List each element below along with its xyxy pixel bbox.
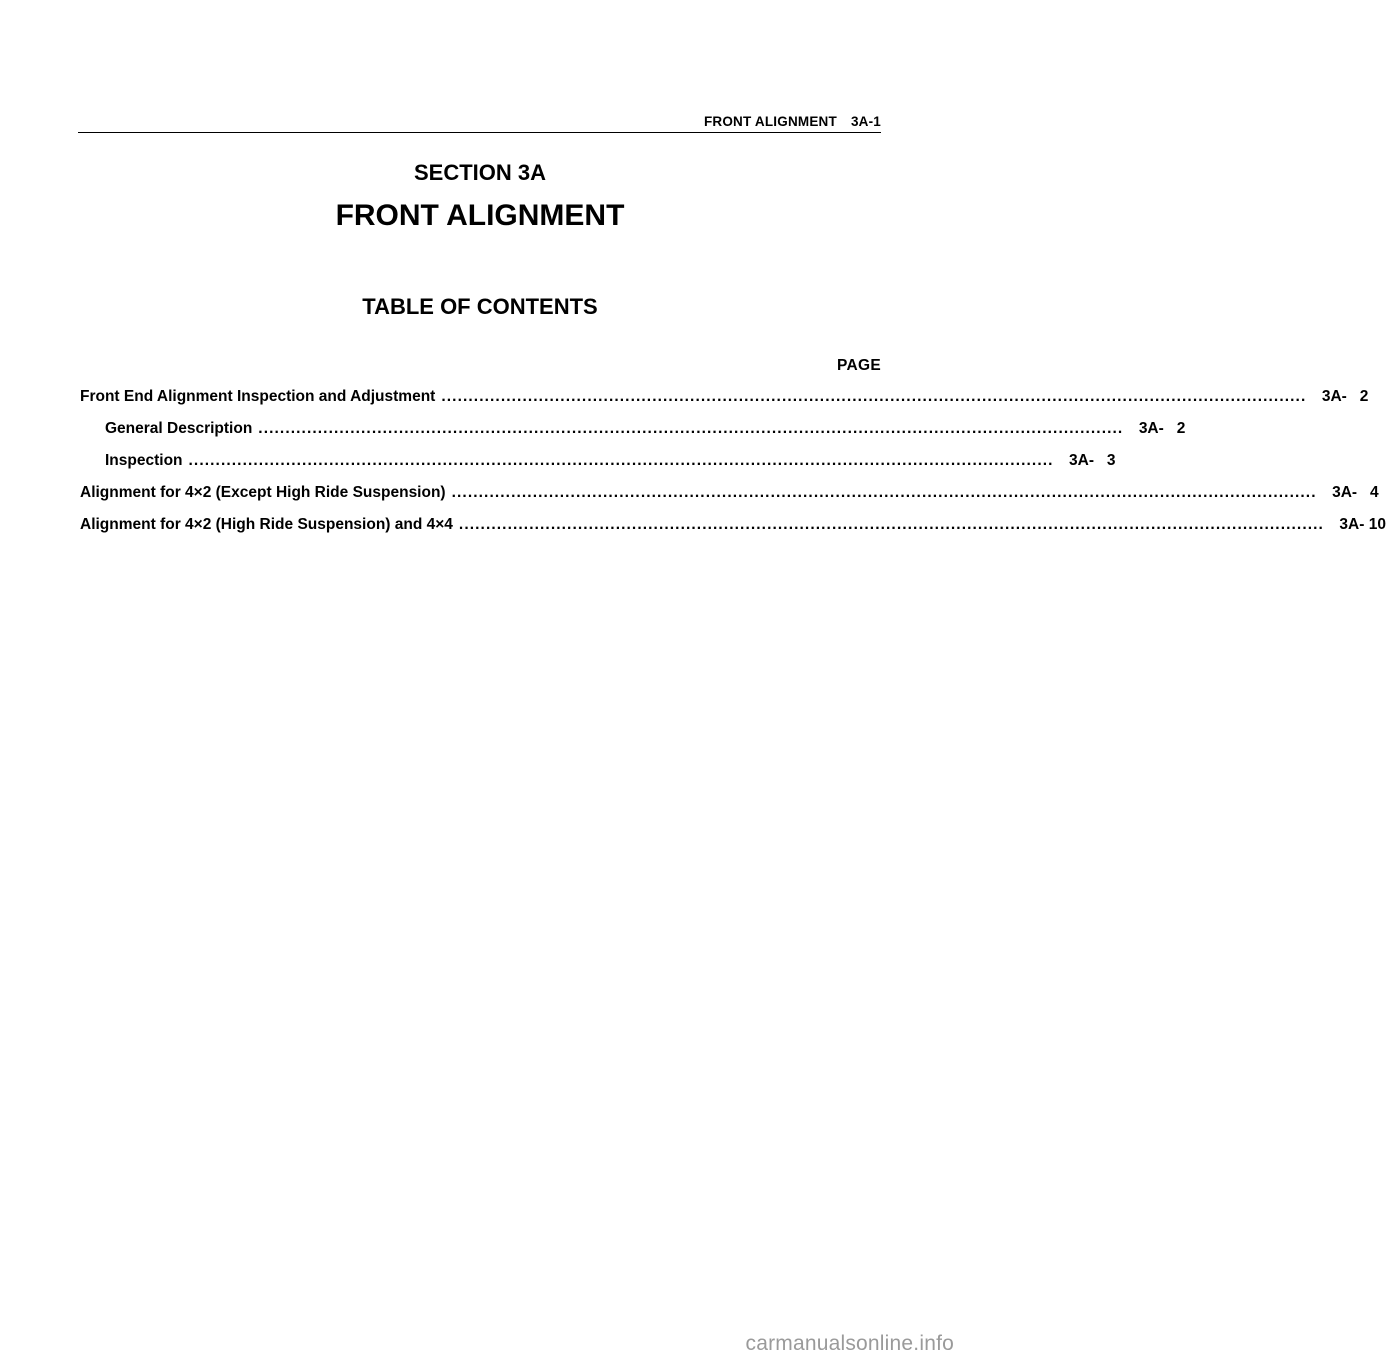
toc-entry-page: 3A- 2 xyxy=(1321,388,1369,405)
toc-dot-leader: ................................................................................................................................................................ xyxy=(258,420,1124,437)
toc-heading: TABLE OF CONTENTS xyxy=(362,294,598,319)
toc-entry-page: 3A- 10 xyxy=(1339,516,1386,533)
toc-entry[interactable] xyxy=(80,388,1369,420)
toc-entry-label: Alignment for 4×2 (Except High Ride Suspension) xyxy=(80,484,446,501)
header-page-number: 3A-1 xyxy=(850,114,881,129)
table-of-contents xyxy=(80,388,1386,548)
toc-entry[interactable] xyxy=(80,516,1386,548)
toc-dot-leader: ................................................................................................................................................................ xyxy=(441,388,1307,405)
toc-entry[interactable] xyxy=(80,452,1116,484)
section-label: SECTION 3A xyxy=(413,160,547,185)
toc-entry-page: 3A- 3 xyxy=(1069,452,1116,469)
toc-entry-label: Front End Alignment Inspection and Adjustment xyxy=(80,388,436,405)
toc-entry[interactable] xyxy=(80,484,1379,516)
toc-entry-page: 3A- 4 xyxy=(1332,484,1379,501)
toc-entry[interactable] xyxy=(80,420,1186,452)
running-header xyxy=(78,114,881,133)
toc-entry-page: 3A- 2 xyxy=(1138,420,1186,437)
page-column-label: PAGE xyxy=(837,357,881,374)
toc-entry-label: Alignment for 4×2 (High Ride Suspension) and 4×4 xyxy=(80,516,453,533)
toc-entry-label: Inspection xyxy=(105,452,183,469)
header-title: FRONT ALIGNMENT xyxy=(703,114,837,129)
toc-dot-leader: ................................................................................................................................................................ xyxy=(451,484,1317,501)
site-watermark: carmanualsonline.info xyxy=(745,1332,954,1355)
toc-dot-leader: ................................................................................................................................................................ xyxy=(188,452,1054,469)
toc-entry-label: General Description xyxy=(105,420,253,437)
document-title: FRONT ALIGNMENT xyxy=(335,199,625,232)
toc-dot-leader: ................................................................................................................................................................ xyxy=(458,516,1324,533)
